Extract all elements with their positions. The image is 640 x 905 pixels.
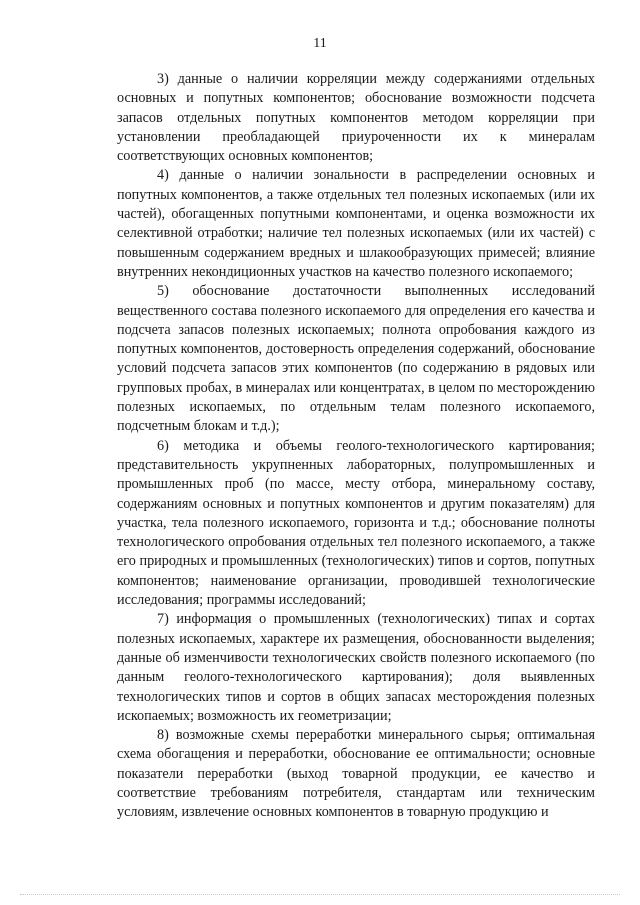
scan-artifact-line	[20, 894, 620, 899]
paragraph-item-3: 3) данные о наличии корреляции между содержаниями отдельных основных и попутных компонентов; обоснование возможности подсчета запасов отдельных попутных компонентов методом корреляции при установлении преобладающей приуроченности их к минералам соответствующих основных компонентов;	[117, 71, 595, 165]
page-number: 11	[313, 36, 327, 51]
paragraph-item-7: 7) информация о промышленных (технологических) типах и сортах полезных ископаемых, характере их размещения, обоснованности выделения; данные об изменчивости технологических свойств полезного ископаемого (по данным геолого-технологического картирования); доля выявленных технологических типов и сортов в общих запасах месторождения полезных ископаемых; возможность их геометризации;	[117, 611, 595, 724]
paragraph-item-5: 5) обоснование достаточности выполненных исследований вещественного состава полезного ископаемого для определения его качества и подсчета запасов полезных ископаемых; полнота опробования каждого из попутных компонентов, достоверность определения содержаний, обоснование условий подсчета запасов этих компонентов (по содержанию в рядовых или групповых пробах, в минералах или концентратах, в целом по месторождению полезных ископаемых, по отдельным телам полезного ископаемого, подсчетным блокам и т.д.);	[117, 283, 595, 435]
paragraph-item-4: 4) данные о наличии зональности в распределении основных и попутных компонентов, а также отдельных тел полезных ископаемых (или их частей), обогащенных попутными компонентами, и оценка возможности их селективной отработки; наличие тел полезных ископаемых (или их частей) с повышенным содержанием вредных и шлакообразующих примесей; влияние внутренних некондиционных участков на качество полезного ископаемого;	[117, 167, 595, 280]
document-body	[117, 70, 595, 823]
paragraph-item-8: 8) возможные схемы переработки минерального сырья; оптимальная схема обогащения и переработки, обоснование ее оптимальности; основные показатели переработки (выход товарной продукции, ее качество и соответствие требованиям потребителя, стандартам или техническим условиям, извлечение основных компонентов в товарную продукцию и	[117, 727, 595, 821]
paragraph-item-6: 6) методика и объемы геолого-технологического картирования; представительность укрупненных лабораторных, полупромышленных и промышленных проб (по массе, месту отбора, минеральному составу, содержаниям основных и попутных компонентов и другим показателям) для участка, тела полезного ископаемого, горизонта и т.д.; обоснование полноты технологического опробования отдельных тел полезного ископаемого, а также его природных и промышленных (технологических) типов и сортов, попутных компонентов; наименование организации, проводившей технологические исследования; программы исследований;	[117, 437, 595, 609]
